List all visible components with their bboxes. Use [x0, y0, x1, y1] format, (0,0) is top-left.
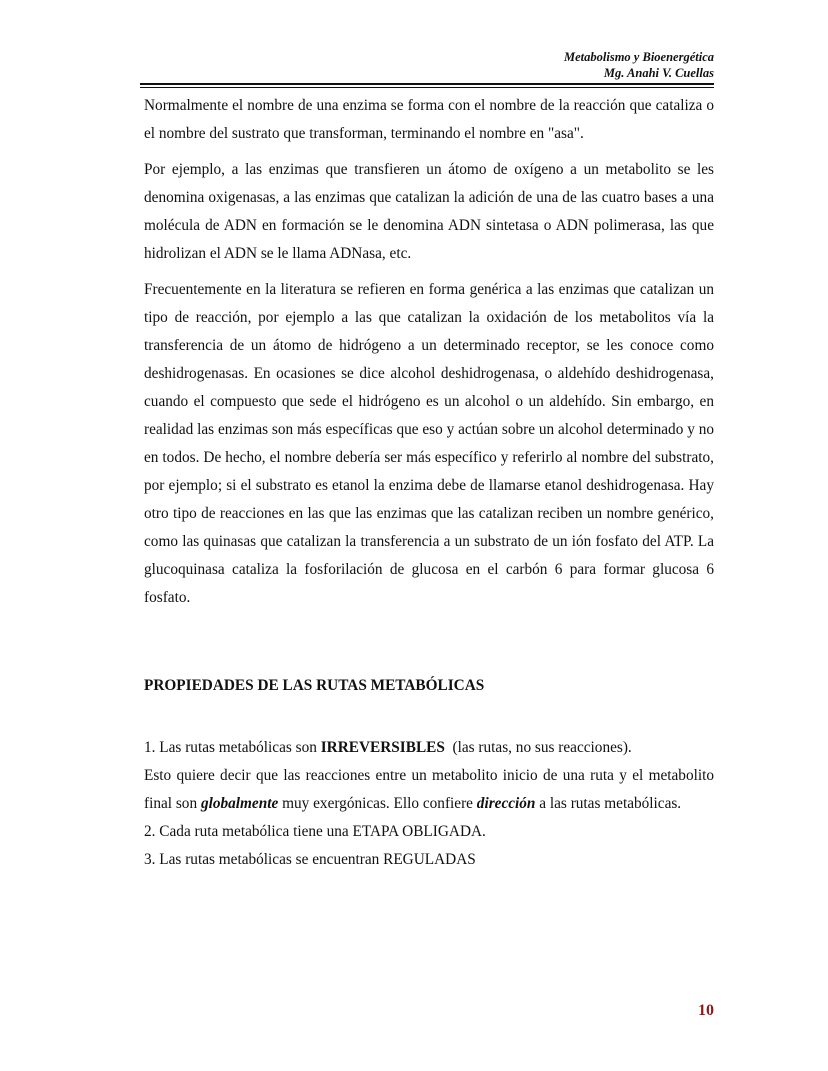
- paragraph-generic-names: Frecuentemente en la literatura se refieren en forma genérica a las enzimas que catalizan un tipo de reacción, por ejemplo a las que catalizan la oxidación de los metabolitos vía la transferencia de un átomo de hidrógeno a un determinado receptor, se les conoce como deshidrogenasas. En ocasiones se dice alcohol deshidrogenasa, o aldehído deshidrogenasa, cuando el compuesto que sede el hidrógeno es un alcohol o un aldehído. Sin embargo, en realidad las enzimas son más específicas que eso y actúan sobre un alcohol determinado y no en todos. De hecho, el nombre debería ser más específico y referirlo al nombre del substrato, por ejemplo; si el substrato es etanol la enzima debe de llamarse etanol deshidrogenasa. Hay otro tipo de reacciones en las que las enzimas que las catalizan reciben un nombre genérico, como las quinasas que catalizan la transferencia a un substrato de un ión fosfato del ATP. La glucoquinasa cataliza la fosforilación de glucosa en el carbón 6 para formar glucosa 6 fosfato.: [144, 281, 714, 606]
- explanation-emphasis-direction: dirección: [476, 795, 536, 812]
- property-item-1-suffix: (las rutas, no sus reacciones).: [444, 739, 632, 756]
- section-title: PROPIEDADES DE LAS RUTAS METABÓLICAS: [144, 677, 485, 694]
- explanation-part-3: a las rutas metabólicas.: [535, 795, 682, 812]
- explanation-part-2: muy exergónicas. Ello confiere: [278, 795, 477, 812]
- header-course-title: Metabolismo y Bioenergética: [564, 50, 714, 64]
- property-item-1: [144, 734, 714, 762]
- header-author: Mg. Anahi V. Cuellas: [603, 66, 714, 80]
- paragraph-examples: Por ejemplo, a las enzimas que transfieren un átomo de oxígeno a un metabolito se les denomina oxigenasas, a las enzimas que catalizan la adición de una de las cuatro bases a una molécula de ADN en formación se le denomina ADN sintetasa o ADN polimerasa, las que hidrolizan el ADN se le llama ADNasa, etc.: [144, 161, 714, 262]
- property-item-1-emphasis: IRREVERSIBLES: [320, 739, 445, 756]
- property-item-3: 3. Las rutas metabólicas se encuentran REGULADAS: [144, 851, 476, 868]
- explanation-emphasis-globally: globalmente: [200, 795, 279, 812]
- property-item-2: 2. Cada ruta metabólica tiene una ETAPA OBLIGADA.: [144, 823, 486, 840]
- page-header: [564, 49, 714, 81]
- property-item-1-prefix: 1. Las rutas metabólicas son: [144, 739, 321, 756]
- explanation-part-1: Esto quiere decir que las reacciones entre un metabolito inicio de una ruta y el metabolito final son: [144, 767, 714, 812]
- header-divider: [140, 83, 714, 88]
- page-number: 10: [698, 1002, 714, 1019]
- paragraph-naming: Normalmente el nombre de una enzima se forma con el nombre de la reacción que cataliza o el nombre del sustrato que transforman, terminando el nombre en "asa".: [144, 97, 714, 142]
- property-explanation: [144, 762, 714, 818]
- document-body: [144, 92, 714, 612]
- properties-list: [144, 734, 714, 874]
